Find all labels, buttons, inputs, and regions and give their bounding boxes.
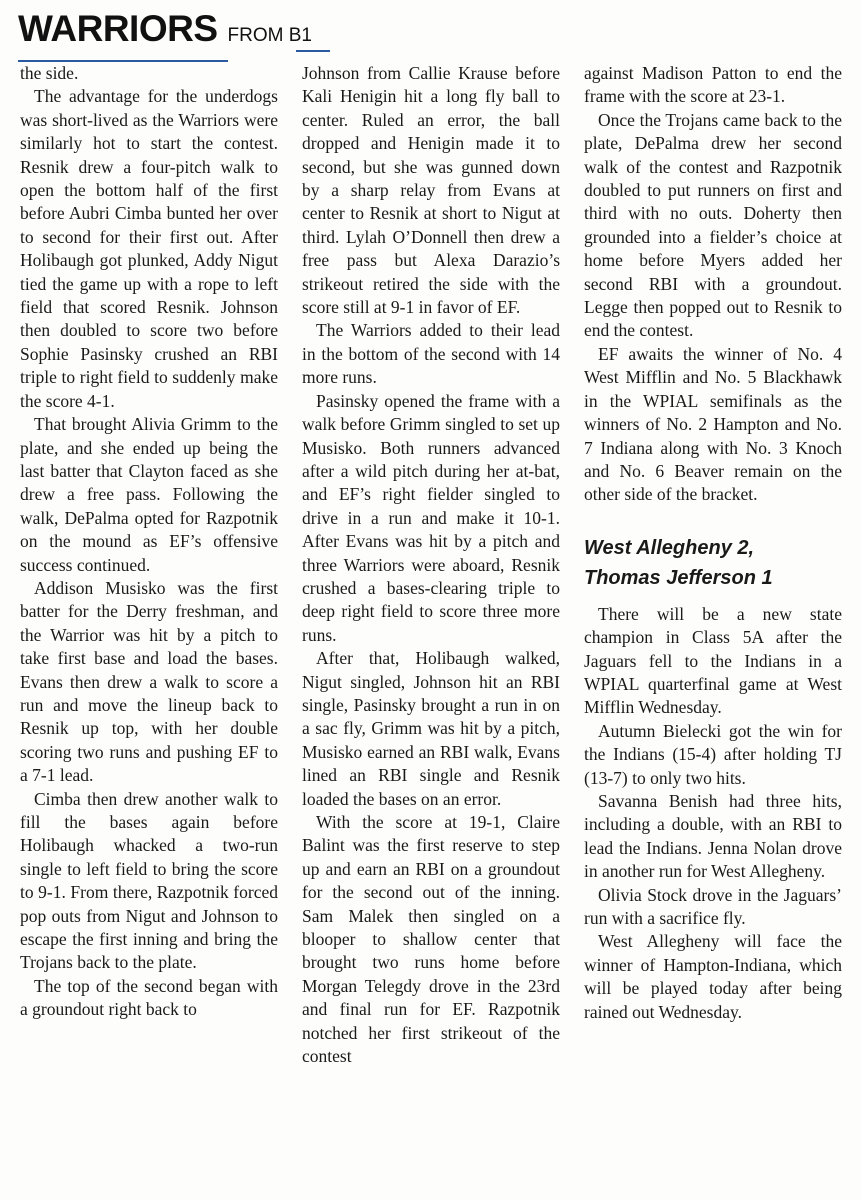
subheadline-line-2: Thomas Jefferson 1 — [584, 566, 773, 589]
article-column-3 — [584, 62, 842, 1024]
game-subheadline — [584, 533, 842, 593]
article-column-1 — [20, 62, 278, 1022]
paragraph: Once the Trojans came back to the plate, DePalma drew her second walk of the contest and Razpotnik doubled to put runners on first and third with no outs. Doherty then grounded into a fielder’s choice at home before Myers added her second RBI with a groundout. Legge then popped out to Resnik to end the contest. — [584, 109, 842, 341]
paragraph: The advantage for the underdogs was short-lived as the Warriors were similarly hot to start the contest. Resnik drew a four-pitch walk to open the bottom half of the first before Aubri Cimba bunted her over to second for their first out. After Holibaugh got plunked, Addy Nigut tied the game up with a rope to left field that scored Resnik. Johnson then doubled to score two before Sophie Pasinsky crushed an RBI triple to right field to suddenly make the score 4-1. — [20, 86, 278, 411]
paragraph: Cimba then drew another walk to fill the bases again before Holibaugh whacked a two-run single to left field to bring the score to 9-1. From there, Razpotnik forced pop outs from Nigut and Johnson to escape the first inning and bring the Trojans back to the plate. — [20, 788, 278, 973]
paragraph: West Allegheny will face the winner of Hampton-Indiana, which will be played today after being rained out Wednesday. — [584, 931, 842, 1022]
paragraph: There will be a new state champion in Class 5A after the Jaguars fell to the Indians in a WPIAL quarterfinal game at West Mifflin Wednesday. — [584, 603, 842, 718]
paragraph: The Warriors added to their lead in the bottom of the second with 14 more runs. — [302, 320, 560, 388]
paragraph: Autumn Bielecki got the win for the Indians (15-4) after holding TJ (13-7) to only two hits. — [584, 720, 842, 788]
article-column-2 — [302, 62, 560, 1068]
paragraph: against Madison Patton to end the frame with the score at 23-1. — [584, 63, 842, 107]
paragraph: The top of the second began with a groundout right back to — [20, 975, 278, 1020]
paragraph: After that, Holibaugh walked, Nigut singled, Johnson hit an RBI single, Pasinsky brought a run in on a sac fly, Grimm was hit by a pitch, Musisko earned an RBI walk, Evans lined an RBI single and Resnik loaded the bases on an error. — [302, 648, 560, 809]
paragraph: Savanna Benish had three hits, including a double, with an RBI to lead the Indians. Jenna Nolan drove in another run for West Allegheny. — [584, 790, 842, 882]
paragraph: Olivia Stock drove in the Jaguars’ run with a sacrifice fly. — [584, 884, 842, 928]
paragraph: Addison Musisko was the first batter for the Derry freshman, and the Warrior was hit by a pitch to take first base and load the bases. Evans then drew a walk to score a run and move the lineup back to Resnik up top, with her double scoring two runs and pushing EF to a 7-1 lead. — [20, 577, 278, 786]
paragraph: Pasinsky opened the frame with a walk before Grimm singled to set up Musisko. Both runners advanced after a wild pitch during her at-bat, and EF’s right fielder singled to drive in a run and make it 10-1. After Evans was hit by a pitch and three Warriors were aboard, Resnik crushed a bases-clearing triple to deep right field to score three more runs. — [302, 390, 560, 645]
header-rule-accent — [296, 50, 330, 52]
paragraph: the side. — [20, 63, 79, 83]
paragraph: With the score at 19-1, Claire Balint was the first reserve to step up and earn an RBI on a groundout for the second out of the inning. Sam Malek then singled on a blooper to shallow center that brought two runs home before Morgan Telegdy drove in the 23rd and final run for EF. Razpotnik notched her first strikeout of the contest — [302, 812, 560, 1067]
section-title: WARRIORS — [18, 8, 218, 49]
paragraph: EF awaits the winner of No. 4 West Mifflin and No. 5 Blackhawk in the WPIAL semifinals as the winners of No. 2 Hampton and No. 7 Indiana along with No. 3 Knoch and No. 6 Beaver remain on the other side of the bracket. — [584, 343, 842, 505]
paragraph: Johnson from Callie Krause before Kali Henigin hit a long fly ball to center. Ruled an error, the ball dropped and Henigin made it to second, but she was gunned down by a sharp relay from Evans at center to Resnik at short to Nigut at third. Lylah O’Donnell then drew a free pass but Alexa Darazio’s strikeout retired the side with the score still at 9-1 in favor of EF. — [302, 63, 560, 318]
subheadline-line-1: West Allegheny 2, — [584, 536, 755, 559]
paragraph: That brought Alivia Grimm to the plate, and she ended up being the last batter that Clayton faced as she drew a free pass. Following the walk, DePalma opted for Razpotnik on the mound as EF’s offensive success continued. — [20, 414, 278, 575]
jump-reference: FROM B1 — [227, 25, 312, 46]
section-header — [18, 8, 312, 52]
